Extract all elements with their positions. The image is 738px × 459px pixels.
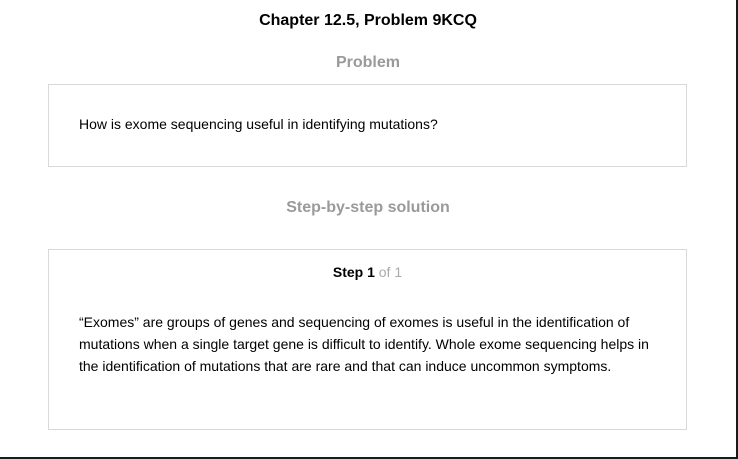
step-indicator: [49, 264, 686, 280]
problem-question: How is exome sequencing useful in identifying mutations?: [79, 116, 438, 132]
problem-heading: Problem: [335, 54, 400, 71]
solution-heading: Step-by-step solution: [286, 199, 450, 216]
chapter-title: Chapter 12.5, Problem 9KCQ: [259, 12, 477, 29]
solution-text: “Exomes” are groups of genes and sequencing of exomes is useful in the identification of mutations when a single target gene is difficult to identify. Whole exome sequencing helps in the identification of mutations that are rare and that can induce uncommon symptoms.: [79, 314, 649, 374]
solution-card: [48, 249, 687, 430]
problem-card: [48, 84, 687, 167]
step-of-total: of 1: [378, 264, 403, 280]
step-label: Step 1: [332, 264, 375, 280]
